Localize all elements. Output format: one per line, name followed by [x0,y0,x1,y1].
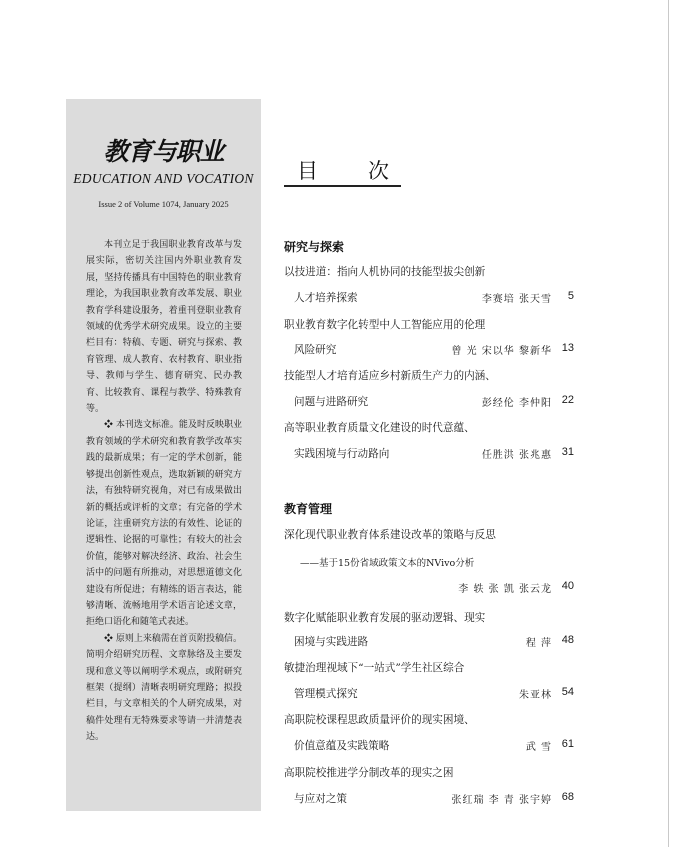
toc-entry-title-rest: 风险研究 [294,344,337,356]
toc-entry-page: 61 [561,738,574,750]
toc-entry-title[interactable]: 以技进道：指向人机协同的技能型拔尖创新 [284,266,486,278]
toc-title-char: 目 [297,159,318,183]
toc-entry-title[interactable]: 高等职业教育质量文化建设的时代意蕴、 [284,422,475,434]
toc-entry-author-line [284,580,574,596]
toc-title [284,155,401,187]
toc-entry-title[interactable]: 数字化赋能职业教育发展的驱动逻辑、现实 [284,612,486,624]
toc-entry-title-rest: 价值意蕴及实践策略 [294,740,390,752]
toc-entry-page: 40 [561,580,574,592]
toc-entry-title-rest: 问题与进路研究 [294,396,369,408]
toc-entry-title[interactable]: 高职院校推进学分制改革的现实之困 [284,767,454,779]
toc-title-char: 次 [368,159,389,183]
toc-entry-title[interactable]: 职业教育数字化转型中人工智能应用的伦理 [284,319,486,331]
toc-entry-authors: 李赛培 张天雪 [481,294,552,305]
toc-entry-page: 22 [561,394,574,406]
section-heading-research: 研究与探索 [284,240,345,254]
toc-entry-page: 68 [561,791,574,803]
toc-entry-continuation[interactable] [284,634,574,650]
toc-entry-authors: 曾 光 宋以华 黎新华 [451,346,552,357]
toc-entry-authors: 武 雪 [525,742,552,753]
toc-entry-title-rest: 实践困境与行动路向 [294,448,390,460]
toc-entry-title-rest: 与应对之策 [294,793,347,805]
toc-entry-title-rest: 困境与实践进路 [294,636,369,648]
journal-logo: 教育与职业 [103,137,224,166]
toc-entry-title[interactable]: 技能型人才培育适应乡村新质生产力的内涵、 [284,370,496,382]
toc-entry-continuation[interactable] [284,446,574,462]
toc-entry-continuation[interactable] [284,342,574,358]
toc-entry-continuation[interactable] [284,394,574,410]
toc-entry-authors: 彭经伦 李仲阳 [481,398,552,409]
toc-entry-authors: 张红瑞 李 青 张宇婷 [451,795,552,806]
page-edge-line [668,0,669,847]
toc-entry-authors: 李 轶 张 凯 张云龙 [458,584,552,595]
toc-entry-continuation[interactable] [284,686,574,702]
journal-sidebar [66,99,261,811]
issue-info: Issue 2 of Volume 1074, January 2025 [98,199,229,209]
toc-entry-continuation[interactable] [284,791,574,807]
toc-entry-title[interactable]: 深化现代职业教育体系建设改革的策略与反思 [284,529,496,541]
section-heading-management: 教育管理 [284,502,333,516]
toc-entry-title[interactable]: 高职院校课程思政质量评价的现实困境、 [284,714,475,726]
toc-entry-title-rest: 管理模式探究 [294,688,358,700]
toc-entry-page: 13 [561,342,574,354]
intro-paragraph: ❖ 原则上来稿需在首页附投稿信。简明介绍研究历程、文章脉络及主要发现和意义等以阐明学术观点，或附研究框架（提纲）清晰表明研究理路；拟投栏目，与文章相关的个人研究成果，对稿件处理有无特殊要求等请一并清楚表达。 [86,633,242,743]
toc-entry-page: 5 [567,290,574,302]
toc-entry-page: 48 [561,634,574,646]
toc-entry-page: 31 [561,446,574,458]
toc-entry-continuation[interactable] [284,738,574,754]
toc-entry-subtitle: ——基于15份省域政策文本的NVivo分析 [300,558,475,569]
toc-entry-authors: 朱亚林 [519,690,552,701]
journal-english-title: EDUCATION AND VOCATION [73,171,254,186]
intro-paragraph: ❖ 本刊选文标准。能及时反映职业教育领域的学术研究和教育教学改革实践的最新成果；有一定的学术创新，能够提出创新性观点，选取新颖的研究方法，有独特研究视角，对已有成果做出新的概括或评析的文章；有完备的学术论证，注重研究方法的有效性、论证的逻辑性、论据的可靠性；有较大的社会价值，能够对解决经济、政治、社会生活中的问题有所推动，对思想道德文化建设有所促进；有精练的语言表达，能够清晰、流畅地用学术语言论述文章，拒绝口语化和随笔式表述。 [86,420,242,628]
toc-entry-authors: 程 萍 [525,638,552,649]
intro-paragraph: 本刊立足于我国职业教育改革与发展实际，密切关注国内外职业教育发展，坚持传播具有中国特色的职业教育理论，为我国职业教育改革发展、职业教育学科建设服务，着重刊登职业教育领域的优秀学术研究成果。设立的主要栏目有：特稿、专题、研究与探索、教育管理、成人教育、农村教育、职业指导、教师与学生、德育研究、民办教育、比较教育、课程与教学、特殊教育等。 [86,240,242,415]
toc-entry-title-rest: 人才培养探索 [294,292,358,304]
toc-entry-authors: 任胜洪 张兆惠 [481,450,552,461]
toc-entry-continuation[interactable] [284,290,574,306]
toc-entry-page: 54 [561,686,574,698]
journal-intro [86,237,242,746]
toc-entry-title[interactable]: 敏捷治理视域下“一站式”学生社区综合 [284,662,465,674]
